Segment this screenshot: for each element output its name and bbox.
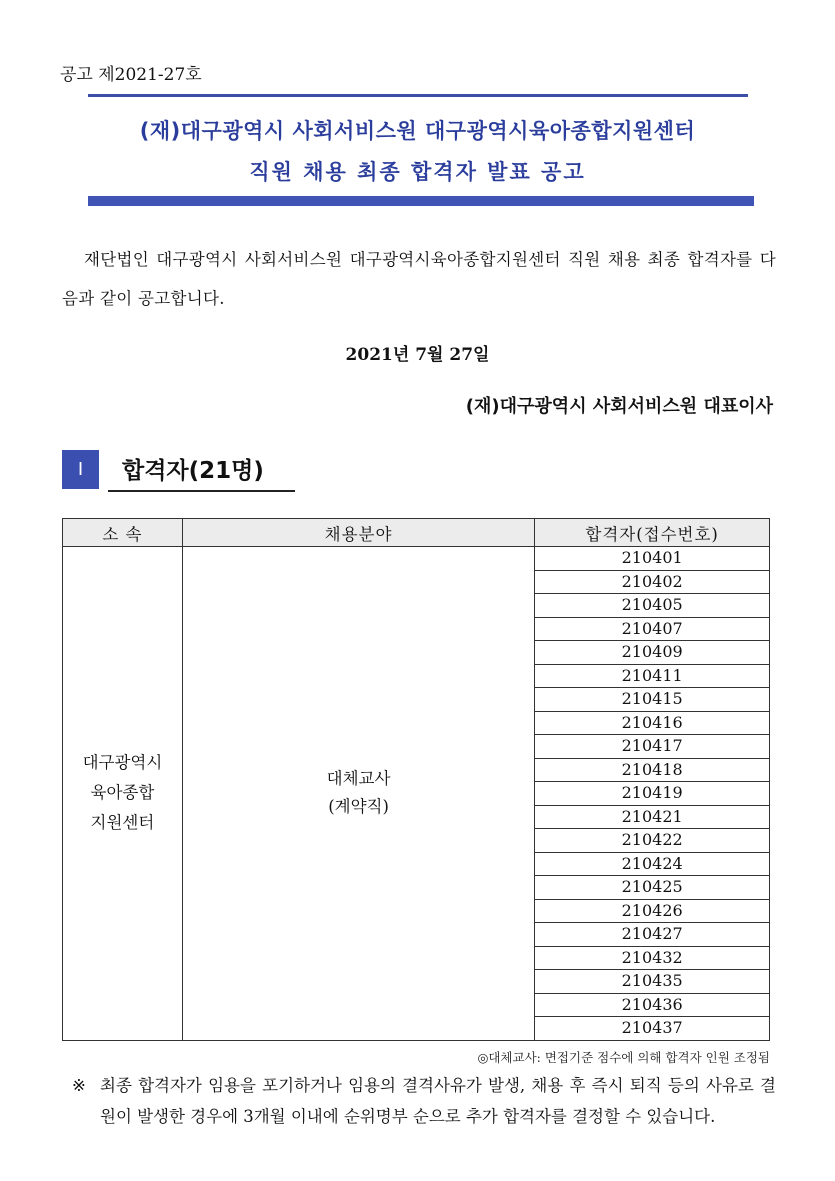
applicant-number: 210417 xyxy=(535,735,770,759)
notice-remark xyxy=(62,1070,776,1132)
header-rule-bottom xyxy=(88,196,754,206)
section-underline xyxy=(108,490,295,492)
applicant-number: 210427 xyxy=(535,923,770,947)
table-body xyxy=(63,547,770,1041)
results-table xyxy=(62,518,770,1041)
affiliation-line: 지원센터 xyxy=(90,813,155,833)
reference-mark: ※ xyxy=(72,1076,86,1095)
header-field: 채용분야 xyxy=(182,519,534,547)
applicant-number: 210437 xyxy=(535,1017,770,1041)
intro-paragraph: 재단법인 대구광역시 사회서비스원 대구광역시육아종합지원센터 직원 채용 최종 합격자를 다음과 같이 공고합니다. xyxy=(62,250,776,308)
applicant-number: 210407 xyxy=(535,617,770,641)
applicant-number: 210415 xyxy=(535,688,770,712)
header-rule-top xyxy=(88,94,748,97)
section-title: 합격자(21명) xyxy=(122,458,264,484)
affiliation-cell xyxy=(63,547,183,1041)
applicant-number: 210435 xyxy=(535,970,770,994)
applicant-number: 210424 xyxy=(535,852,770,876)
applicant-number: 210419 xyxy=(535,782,770,806)
document-title-line1: (재)대구광역시 사회서비스원 대구광역시육아종합지원센터 xyxy=(139,119,696,143)
table-footnote: ◎대체교사: 면접기준 점수에 의해 합격자 인원 조정됨 xyxy=(477,1050,770,1065)
table-row xyxy=(63,547,770,571)
field-cell xyxy=(182,547,534,1041)
remark-text: 최종 합격자가 임용을 포기하거나 임용의 결격사유가 발생, 채용 후 즉시 퇴직 등의 사유로 결원이 발생한 경우에 3개월 이내에 순위명부 순으로 추가 합격자를 결정할 수 있습니다. xyxy=(100,1076,776,1126)
header-affiliation: 소 속 xyxy=(63,519,183,547)
signer: (재)대구광역시 사회서비스원 대표이사 xyxy=(465,396,773,417)
applicant-number: 210426 xyxy=(535,899,770,923)
affiliation-line: 육아종합 xyxy=(90,783,155,803)
field-line: (계약직) xyxy=(328,797,389,817)
table-header-row xyxy=(63,519,770,547)
applicant-number: 210402 xyxy=(535,570,770,594)
applicant-number: 210432 xyxy=(535,946,770,970)
applicant-number: 210401 xyxy=(535,547,770,571)
section-badge: Ⅰ xyxy=(62,450,99,489)
applicant-number: 210421 xyxy=(535,805,770,829)
applicant-number: 210418 xyxy=(535,758,770,782)
affiliation-line: 대구광역시 xyxy=(82,753,163,773)
applicant-number: 210422 xyxy=(535,829,770,853)
applicant-number: 210411 xyxy=(535,664,770,688)
applicant-number: 210436 xyxy=(535,993,770,1017)
applicant-number: 210425 xyxy=(535,876,770,900)
announcement-date: 2021년 7월 27일 xyxy=(345,345,490,365)
applicant-number: 210405 xyxy=(535,594,770,618)
notice-number: 공고 제2021-27호 xyxy=(60,65,202,85)
applicant-number: 210416 xyxy=(535,711,770,735)
field-line: 대체교사 xyxy=(326,769,391,789)
header-applicant-number: 합격자(접수번호) xyxy=(535,519,770,547)
applicant-number: 210409 xyxy=(535,641,770,665)
document-title-line2: 직원 채용 최종 합격자 발표 공고 xyxy=(249,160,586,184)
